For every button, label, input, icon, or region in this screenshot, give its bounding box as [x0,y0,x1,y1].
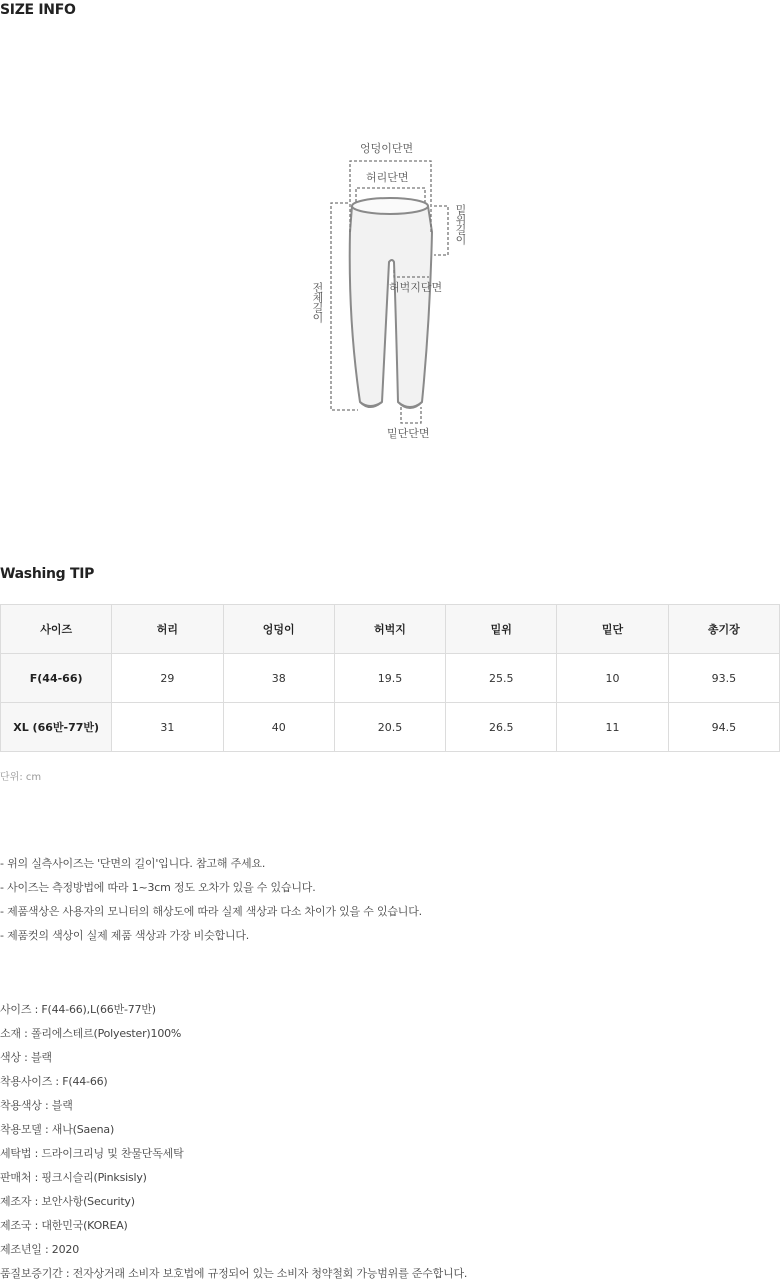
spec-size: 사이즈 : F(44-66),L(66반-77반) [0,1003,156,1016]
spec-year: 제조년일 : 2020 [0,1243,79,1256]
header-total-length: 총기장 [668,605,779,654]
table-cell: 93.5 [668,654,779,703]
table-cell: 29 [112,654,223,703]
product-spec-list [0,998,467,1286]
measurement-notes [0,852,422,948]
table-cell: 19.5 [334,654,445,703]
table-cell: 10 [557,654,668,703]
header-thigh: 허벅지 [334,605,445,654]
table-cell: 94.5 [668,703,779,752]
spec-washing: 세탁법 : 드라이크리닝 및 찬물단독세탁 [0,1147,184,1160]
table-row [1,654,780,703]
header-waist: 허리 [112,605,223,654]
header-hem: 밑단 [557,605,668,654]
table-cell: 25.5 [446,654,557,703]
header-rise: 밑위 [446,605,557,654]
pants-outline [350,206,432,408]
spec-country: 제조국 : 대한민국(KOREA) [0,1219,128,1232]
row-size-label: F(44-66) [1,654,112,703]
hip-label: 엉덩이단면 [360,142,414,155]
row-size-label: XL (66반-77반) [1,703,112,752]
spec-warranty: 품질보증기간 : 전자상거래 소비자 보호법에 규정되어 있는 소비자 청약철회 가능범위를 준수합니다. [0,1267,468,1280]
table-cell: 26.5 [446,703,557,752]
note-line: - 제품컷의 색상이 실제 제품 색상과 가장 비슷합니다. [0,929,250,942]
header-size: 사이즈 [1,605,112,654]
hem-measure-line [401,407,421,423]
size-info-title: SIZE INFO [0,2,76,18]
waistband [352,198,428,214]
spec-model: 착용모델 : 새나(Saena) [0,1123,115,1136]
rise-measure-line [434,206,448,255]
rise-label: 밑위길이 [454,204,467,244]
table-header-row [1,605,780,654]
note-line: - 사이즈는 측정방법에 따라 1~3cm 정도 오차가 있을 수 있습니다. [0,881,316,894]
thigh-label: 허벅지단면 [389,281,443,294]
table-row [1,703,780,752]
spec-manufacturer: 제조자 : 보안사항(Security) [0,1195,135,1208]
washing-tip-title: Washing TIP [0,566,95,582]
total-length-label: 전체길이 [311,282,324,322]
unit-note: 단위: cm [0,772,42,783]
size-table [0,604,780,752]
table-cell: 31 [112,703,223,752]
table-cell: 11 [557,703,668,752]
header-hip: 엉덩이 [223,605,334,654]
spec-worn-size: 착용사이즈 : F(44-66) [0,1075,108,1088]
table-cell: 40 [223,703,334,752]
spec-seller: 판매처 : 핑크시슬리(Pinksisly) [0,1171,147,1184]
note-line: - 제품색상은 사용자의 모니터의 해상도에 따라 실제 색상과 다소 차이가 있을 수 있습니다. [0,905,422,918]
spec-worn-color: 착용색상 : 블랙 [0,1099,73,1112]
waist-label: 허리단면 [366,171,409,184]
table-cell: 20.5 [334,703,445,752]
hem-label: 밑단단면 [387,427,430,440]
note-line: - 위의 실측사이즈는 '단면의 길이'입니다. 참고해 주세요. [0,857,266,870]
table-cell: 38 [223,654,334,703]
spec-material: 소재 : 폴리에스테르(Polyester)100% [0,1027,182,1040]
pants-size-diagram [300,140,480,445]
spec-color: 색상 : 블랙 [0,1051,52,1064]
